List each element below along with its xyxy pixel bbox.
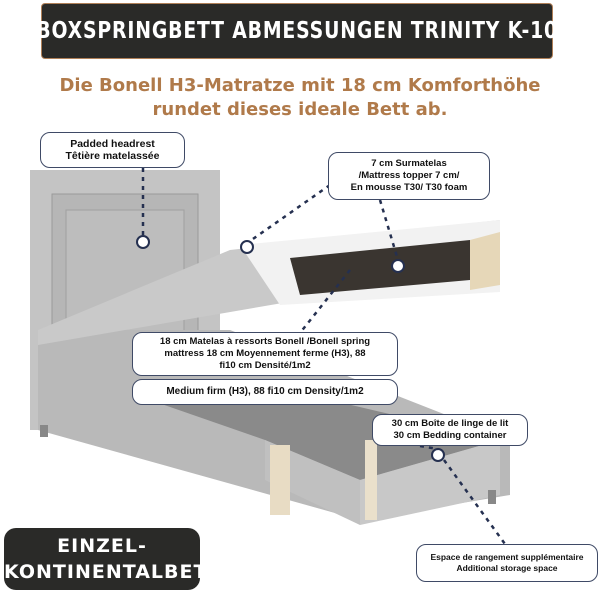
title-text: BOXSPRINGBETT ABMESSUNGEN TRINITY K-10 [36,18,558,44]
marker-dot [432,449,444,461]
label-line: Têtière matelassée [65,150,160,162]
wood-frame [270,445,290,515]
label-line: En mousse T30/ T30 foam [350,182,468,193]
label-line: fi10 cm Densité/1m2 [219,360,311,371]
label-line: Espace de rangement supplémentaire [430,552,584,562]
label-line: Additional storage space [456,563,558,573]
subtitle [0,74,600,122]
label-storage [416,544,598,582]
marker-dot [137,236,149,248]
bed-leg [40,425,48,437]
wood-frame [470,232,500,290]
bed-type-badge [4,528,222,590]
label-line: Padded headrest [70,138,155,150]
label-line: 18 cm Matelas à ressorts Bonell /Bonell spring [159,336,371,347]
label-firmness [132,379,398,405]
label-line: 7 cm Surmatelas [371,158,447,169]
label-line: 30 cm Boîte de linge de lit [391,418,509,429]
wood-frame [365,440,377,520]
label-headrest [40,132,185,168]
label-line: mattress 18 cm Moyennement ferme (H3), 88 [164,348,366,359]
page-title [36,3,558,59]
badge-line: KONTINENTALBETT [4,561,222,583]
label-line: Medium firm (H3), 88 fi10 cm Density/1m2 [166,386,364,397]
label-container [372,414,528,446]
bed-leg [488,490,496,504]
label-mattress [132,332,398,376]
marker-dot [241,241,253,253]
leader-line [250,185,330,241]
subtitle-line: rundet dieses ideale Bett ab. [152,99,448,120]
label-topper [328,152,490,200]
label-line: /Mattress topper 7 cm/ [358,170,460,181]
label-line: 30 cm Bedding container [393,430,507,441]
marker-dot [392,260,404,272]
subtitle-line: Die Bonell H3-Matratze mit 18 cm Komforthöhe [59,75,541,96]
badge-line: EINZEL- [57,535,147,557]
